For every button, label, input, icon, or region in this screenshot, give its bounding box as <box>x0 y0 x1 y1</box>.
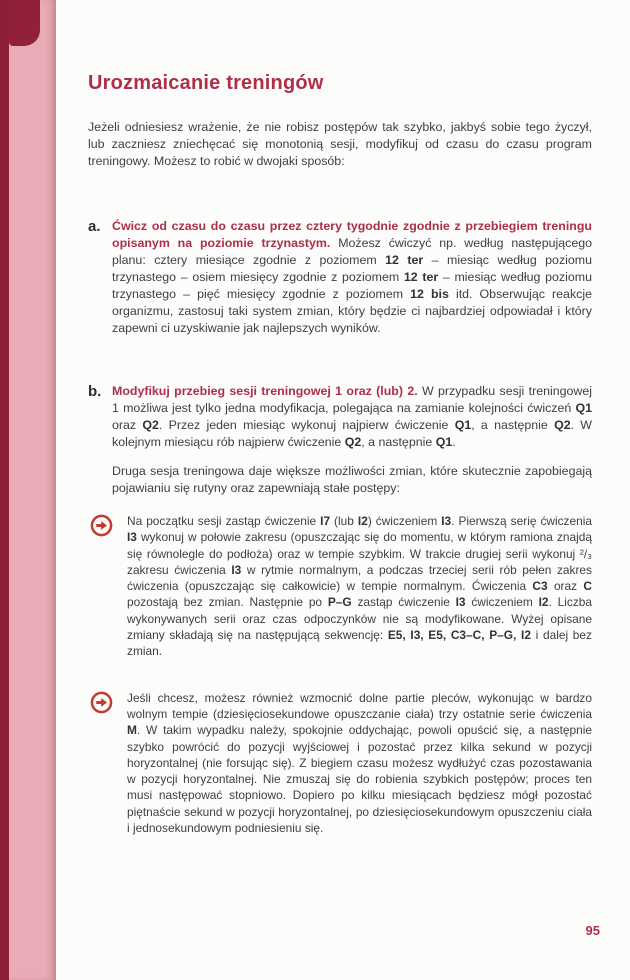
text-segment: C <box>583 579 592 594</box>
arrow-right-circle-icon <box>90 514 113 537</box>
page-content <box>88 0 592 866</box>
bullet-text <box>127 690 592 837</box>
text-segment: Q2 <box>344 435 362 449</box>
text-segment: Możesz ćwiczyć np. według następującego planu: cztery miesiące zgodnie z poziomem <box>112 236 592 267</box>
arrow-right-circle-icon <box>90 691 113 714</box>
text-segment: I3 <box>231 562 242 577</box>
text-segment: I3 <box>455 595 466 610</box>
text-segment: . Liczba wykonywanych serii oraz czas odpoczynków nie są modyfikowane. Wyżej opisane zmiany składają się na następującą sekwencję: <box>127 595 592 643</box>
text-segment: Q2 <box>554 418 571 432</box>
text-segment: M <box>127 723 137 738</box>
page-corner-shadow <box>9 0 40 46</box>
text-segment: ćwiczeniem <box>465 595 539 610</box>
text-segment: . Przez jeden miesiąc wykonuj najpierw ćwiczenie <box>158 418 455 432</box>
text-segment: W przypadku sesji treningowej 1 możliwa jest tylko jedna modyfikacja, polegająca na zamianie kolejności ćwiczeń <box>112 384 592 415</box>
text-segment: Na początku sesji zastąp ćwiczenie <box>127 514 321 528</box>
text-segment: . W takim wypadku należy, spokojnie oddychając, powoli opuścić się, a następnie szybko powrócić do pozycji wyjściowej i pozostać przez kilka sekund w pozycji horyzontalnej (nie forsując się). Z biegiem czasu możesz wydłużyć czas pozostawania w pozycji horyzontalnej. Nie zmuszaj się do robienia szybkich postępów; proces ten musi następować stopniowo. Dopiero po kilku miesiącach będziesz mógł pozostać piętnaście sekund w pozycji horyzontalnej, po dziesięciosekundowym opuszczeniu ciała i jednosekundowym podniesieniu się. <box>127 723 592 836</box>
text-segment: ) ćwiczeniem <box>367 514 442 528</box>
bullet-item <box>90 513 592 660</box>
text-segment: 12 ter <box>385 253 424 267</box>
section-a-text <box>112 218 592 337</box>
text-segment: Q2 <box>142 418 159 432</box>
text-segment: (lub <box>330 514 358 528</box>
section-b <box>88 383 592 451</box>
text-segment: Modyfikuj przebieg sesji treningowej 1 oraz (lub) 2. <box>112 384 418 398</box>
text-segment: oraz <box>112 418 143 432</box>
bullet-text <box>127 513 592 660</box>
text-segment: Jeśli chcesz, możesz również wzmocnić dolne partie pleców, wykonując w bardzo wolnym tempie (dziesięciosekundowe opuszczanie ciała) trzy ostatnie serie ćwiczenia <box>127 690 592 721</box>
text-segment: Ćwicz od czasu do czasu przez cztery tygodnie zgodnie z przebiegiem treningu opisanym na poziomie trzynastym. <box>112 219 592 250</box>
text-segment: pozostają bez zmian. Następnie po <box>127 595 328 610</box>
text-segment: 12 bis <box>410 287 449 301</box>
text-segment: I2 <box>538 595 549 610</box>
page-edge-strip <box>9 0 56 980</box>
text-segment: wykonuj w połowie zakresu (opuszczając się do momentu, w którym ramiona znajdą się równolegle do podłoża) oraz w tempie szybkim. W trakcie drugiej serii wykonuj ²/₃ zakresu ćwiczenia <box>127 530 592 577</box>
text-segment: . Pierwszą serię ćwiczenia <box>451 514 592 528</box>
text-segment: oraz <box>547 579 584 594</box>
section-b-text <box>112 383 592 451</box>
text-segment: itd. Obserwując reakcje organizmu, zastosuj taki system zmian, który będzie ci najbardziej odpowiadał i który zapewni ci uzyskiwanie jak najlepszych wyników. <box>112 287 592 335</box>
text-segment: w rytmie normalnym, a podczas trzeciej serii rób pełen zakres ćwiczenia (opuszczając się całkowicie) w tempie normalnym. Ćwiczenia <box>127 562 592 594</box>
transition-paragraph: Druga sesja treningowa daje większe możliwości zmian, które skutecznie zapobiegają pojawianiu się rutyny oraz zapewniają stałe postępy: <box>112 464 592 495</box>
text-segment: 12 ter <box>403 270 439 284</box>
text-segment: Q1 <box>435 435 453 449</box>
text-segment: C3 <box>532 579 548 594</box>
section-a <box>88 218 592 337</box>
page-title: Urozmaicanie treningów <box>88 72 324 94</box>
text-segment: E5, I3, E5, C3–C, P–G, I2 <box>387 628 531 643</box>
bullet-list <box>90 513 592 836</box>
text-segment: Q1 <box>575 401 592 415</box>
text-segment: I7 <box>320 514 331 528</box>
text-segment: . W kolejnym miesiącu rób najpierw ćwiczenie <box>112 418 592 449</box>
text-segment: , a następnie <box>471 418 555 432</box>
bullet-item <box>90 690 592 837</box>
book-spine-strip <box>0 0 9 980</box>
text-segment: i dalej bez zmian. <box>127 628 592 659</box>
text-segment: I3 <box>441 514 452 528</box>
section-b-label: b. <box>88 383 102 400</box>
text-segment: . <box>452 435 456 449</box>
text-segment: zastąp ćwiczenie <box>351 595 456 610</box>
text-segment: I2 <box>357 514 368 528</box>
section-a-label: a. <box>88 218 101 235</box>
text-segment: I3 <box>127 530 137 545</box>
text-segment: , a następnie <box>361 435 436 449</box>
text-segment: Q1 <box>454 418 472 432</box>
text-segment: P–G <box>327 595 352 610</box>
intro-paragraph: Jeżeli odniesiesz wrażenie, że nie robisz postępów tak szybko, jakbyś sobie tego życzył, lub zaczniesz zniechęcać się monotonią sesji, modyfikuj od czasu do czasu program treningowy. Możesz to robić w dwojaki sposób: <box>88 120 592 168</box>
page-number: 95 <box>585 923 600 938</box>
text-segment: – miesiąc według poziomu trzynastego – osiem miesięcy zgodnie z poziomem <box>112 253 592 284</box>
text-segment: – miesiąc według poziomu trzynastego – pięć miesięcy zgodnie z poziomem <box>112 270 592 301</box>
